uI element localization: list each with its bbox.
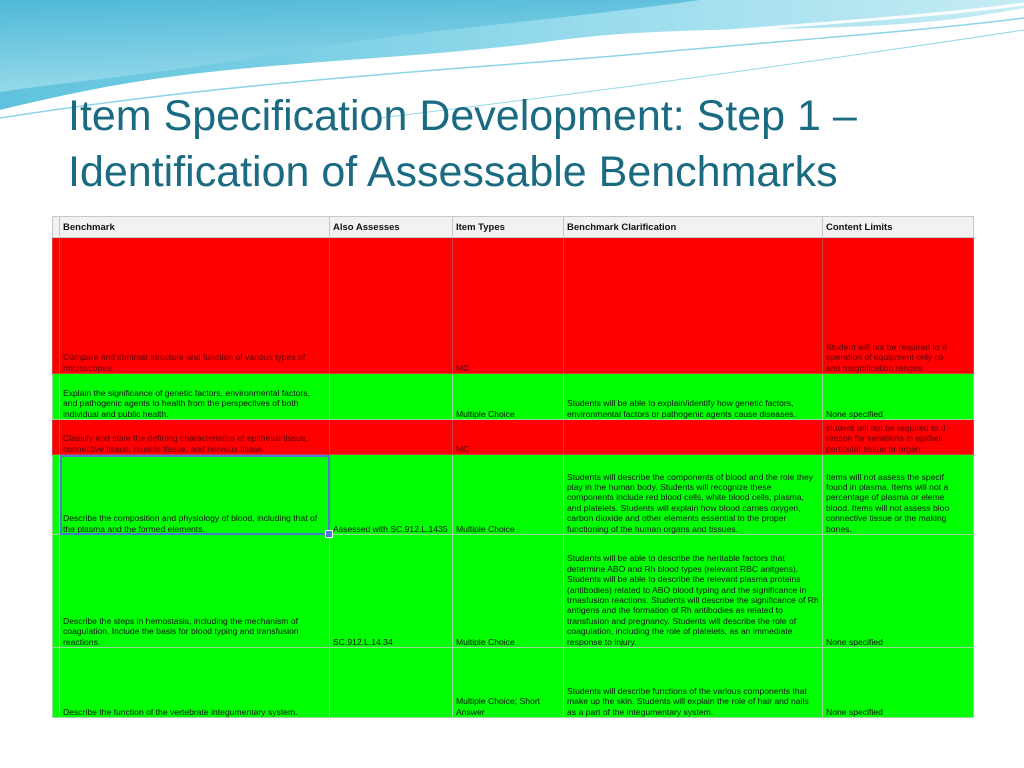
table-row	[53, 535, 974, 648]
also-assesses-cell[interactable]	[330, 238, 453, 374]
benchmark-cell[interactable]: Explain the significance of genetic factors, environmental factors, and pathogenic agents to health from the perspectives of both individual and public health.	[60, 374, 330, 420]
clarification-cell[interactable]: Students will be able to explain/identify how genetic factors, environmental factors or pathogenic agents cause diseases.	[564, 374, 823, 420]
column-header-benchmark[interactable]: Benchmark	[60, 217, 330, 238]
header-row	[53, 217, 974, 238]
also-assesses-cell[interactable]	[330, 648, 453, 718]
slide-title	[68, 88, 998, 200]
clarification-cell[interactable]: Students will describe the components of blood and the role they play in the human body. Students will recognize these components include red blood cells, white blood cells, plasma, and platelets. Students will explain how blood carries oxygen, carbon dioxide and other elements essential to the proper functioning of the human organs and tissues.	[564, 455, 823, 535]
item-types-cell[interactable]: Multiple Choice	[453, 374, 564, 420]
row-gutter	[53, 455, 60, 535]
benchmark-cell-text: Describe the composition and physiology of blood, including that of the plasma and the formed elements.	[63, 513, 318, 534]
item-types-cell[interactable]: Multiple Choice	[453, 535, 564, 648]
table-row	[53, 374, 974, 420]
content-limits-cell[interactable]: None specified	[823, 648, 974, 718]
also-assesses-cell[interactable]: SC.912.L.14.34	[330, 535, 453, 648]
benchmark-table	[52, 216, 974, 718]
item-types-cell[interactable]: Multiple Choice; Short Answer	[453, 648, 564, 718]
table-row	[53, 420, 974, 455]
benchmark-cell[interactable]: Classify and state the defining characteristics of epithelial tissue, connective tissue, muscle tissue, and nervous tissue.	[60, 420, 330, 455]
row-gutter	[53, 374, 60, 420]
content-limits-cell[interactable]: Student will not be required to d operation of equipment only co and magnification ranges	[823, 238, 974, 374]
column-header-clarification[interactable]: Benchmark Clarification	[564, 217, 823, 238]
content-limits-cell[interactable]: None specified	[823, 535, 974, 648]
row-gutter-header	[53, 217, 60, 238]
item-types-cell[interactable]: Multiple Choice	[453, 455, 564, 535]
clarification-cell[interactable]: Students will be able to describe the heritable factors that determine ABO and Rh blood types (relevant RBC anitgens). Students will be able to describe the relevant plasma proteins (antibodies) related to ABO blood typing and the significance in trnasfusion reactions. Students will describe the significance of Rh antigens and the formation of Rh antibodies as related to transfusion and pregnancy. Students will describe the role of coagulation, including the role of platelets, as an immediate response to injury.	[564, 535, 823, 648]
column-header-content-limits[interactable]: Content Limits	[823, 217, 974, 238]
column-header-item-types[interactable]: Item Types	[453, 217, 564, 238]
benchmark-cell[interactable]: Describe the function of the vertebrate integumentary system.	[60, 648, 330, 718]
table-row	[53, 648, 974, 718]
clarification-cell[interactable]	[564, 238, 823, 374]
item-types-cell[interactable]: MC	[453, 420, 564, 455]
row-gutter	[53, 535, 60, 648]
also-assesses-cell[interactable]	[330, 374, 453, 420]
benchmark-cell[interactable]: Compare and contrast structure and function of various types of microscopes.	[60, 238, 330, 374]
also-assesses-cell[interactable]: Assessed with SC.912.L.1435	[330, 455, 453, 535]
benchmark-cell-selected[interactable]	[60, 455, 330, 535]
benchmark-cell[interactable]: Describe the steps in hemostasis, including the mechanism of coagulation. Include the basis for blood typing and transfusion reactions.	[60, 535, 330, 648]
item-types-cell[interactable]: MC	[453, 238, 564, 374]
clarification-cell[interactable]	[564, 420, 823, 455]
row-gutter	[53, 648, 60, 718]
clarification-cell[interactable]: Students will describe functions of the various components that make up the skin. Students will explain the role of hair and nails as a part of the integumentary system.	[564, 648, 823, 718]
slide-title-line1: Item Specification Development: Step 1 –	[68, 92, 857, 140]
table-row	[53, 455, 974, 535]
spreadsheet[interactable]	[52, 216, 973, 717]
row-gutter	[53, 238, 60, 374]
column-header-also-assesses[interactable]: Also Assesses	[330, 217, 453, 238]
row-gutter	[53, 420, 60, 455]
content-limits-cell[interactable]: student will not be required to d reason for variations in epitheli particular tissue or organ	[823, 420, 974, 455]
table-row	[53, 238, 974, 374]
fill-handle[interactable]	[325, 530, 333, 538]
slide-title-line2: Identification of Assessable Benchmarks	[68, 148, 838, 196]
content-limits-cell[interactable]: None specified	[823, 374, 974, 420]
content-limits-cell[interactable]: Items will not assess the specif found in plasma. Items will not a percentage of plasma or eleme blood. Items will not assess bloo connective tissue or the making bones.	[823, 455, 974, 535]
also-assesses-cell[interactable]	[330, 420, 453, 455]
